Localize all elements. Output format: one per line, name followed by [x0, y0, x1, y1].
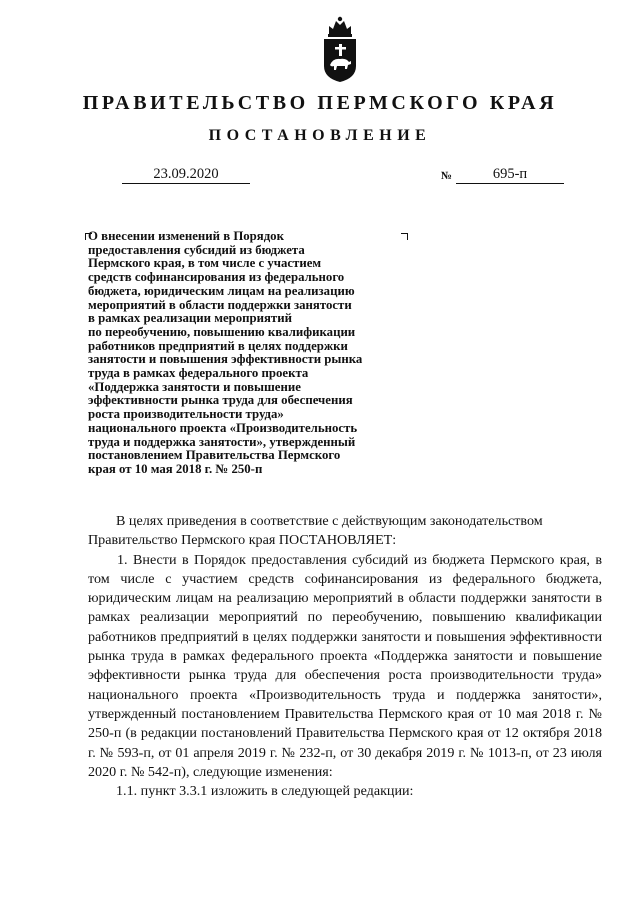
subject-line: бюджета, юридическим лицам на реализацию	[88, 283, 355, 298]
subject-line: средств софинансирования из федерального	[88, 270, 345, 285]
number-sign: №	[441, 170, 453, 182]
subject-line: труда в рамках федерального проекта	[88, 366, 309, 381]
document-number: 695-п	[456, 165, 564, 184]
subject-line: Пермского края, в том числе с участием	[88, 256, 322, 271]
subject-line: эффективности рынка труда для обеспечения	[88, 393, 353, 408]
subject-line: роста производительности труда»	[88, 407, 284, 422]
subject-line: работников предприятий в целях поддержки	[88, 338, 348, 353]
subject-line: «Поддержка занятости и повышение	[88, 379, 301, 394]
subject-line: занятости и повышения эффективности рынка	[88, 352, 363, 367]
subject-line: предоставления субсидий из бюджета	[88, 242, 305, 257]
subject-line: края от 10 мая 2018 г. № 250-п	[88, 461, 263, 476]
document-type: ПОСТАНОВЛЕНИЕ	[208, 127, 432, 144]
document-date: 23.09.2020	[122, 165, 250, 184]
subject-line: национального проекта «Производительность	[88, 420, 358, 435]
subject-line: О внесении изменений в Порядок	[88, 229, 284, 243]
subject-line: по переобучению, повышению квалификации	[88, 324, 356, 339]
subject-line: постановлением Правительства Пермского	[88, 448, 341, 463]
item-1-1-paragraph: 1.1. пункт 3.3.1 изложить в следующей редакции:	[116, 783, 414, 800]
item-1-paragraph: 1. Внести в Порядок предоставления субсидий из бюджета Пермского края, в том числе с участием средств софинансирования из федерального бюджета, юридическим лицам на реализацию мероприятий в области поддержки занятости в рамках реализации мероприятий по переобучению, повышению квалификации работников предприятий в целях поддержки занятости и повышения эффективности рынка труда в рамках федерального проекта «Поддержка занятости и повышение эффективности рынка труда для обеспечения роста производительности труда» национального проекта «Производительность труда и поддержка занятости», утвержденный постановлением Правительства Пермского края от 10 мая 2018 г. № 250-п (в редакции постановлений Правительства Пермского края от 12 октября 2018 г. № 593-п, от 01 апреля 2019 г. № 232-п, от 30 декабря 2019 г. № 1013-п, от 23 июля 2020 г. № 542-п), следующие изменения:	[88, 551, 602, 780]
subject-line: мероприятий в области поддержки занятости	[88, 297, 352, 312]
coat-of-arms-icon	[321, 14, 359, 84]
preamble-line-2: Правительство Пермского края ПОСТАНОВЛЯЕТ:	[88, 532, 397, 549]
subject-block	[88, 230, 428, 477]
subject-line: в рамках реализации мероприятий	[88, 311, 292, 326]
subject-line: труда и поддержка занятости», утвержденный	[88, 434, 356, 449]
document-body	[88, 512, 602, 801]
preamble-line-1: В целях приведения в соответствие с действующим законодательством	[116, 513, 543, 529]
government-title: ПРАВИТЕЛЬСТВО ПЕРМСКОГО КРАЯ	[82, 92, 558, 114]
